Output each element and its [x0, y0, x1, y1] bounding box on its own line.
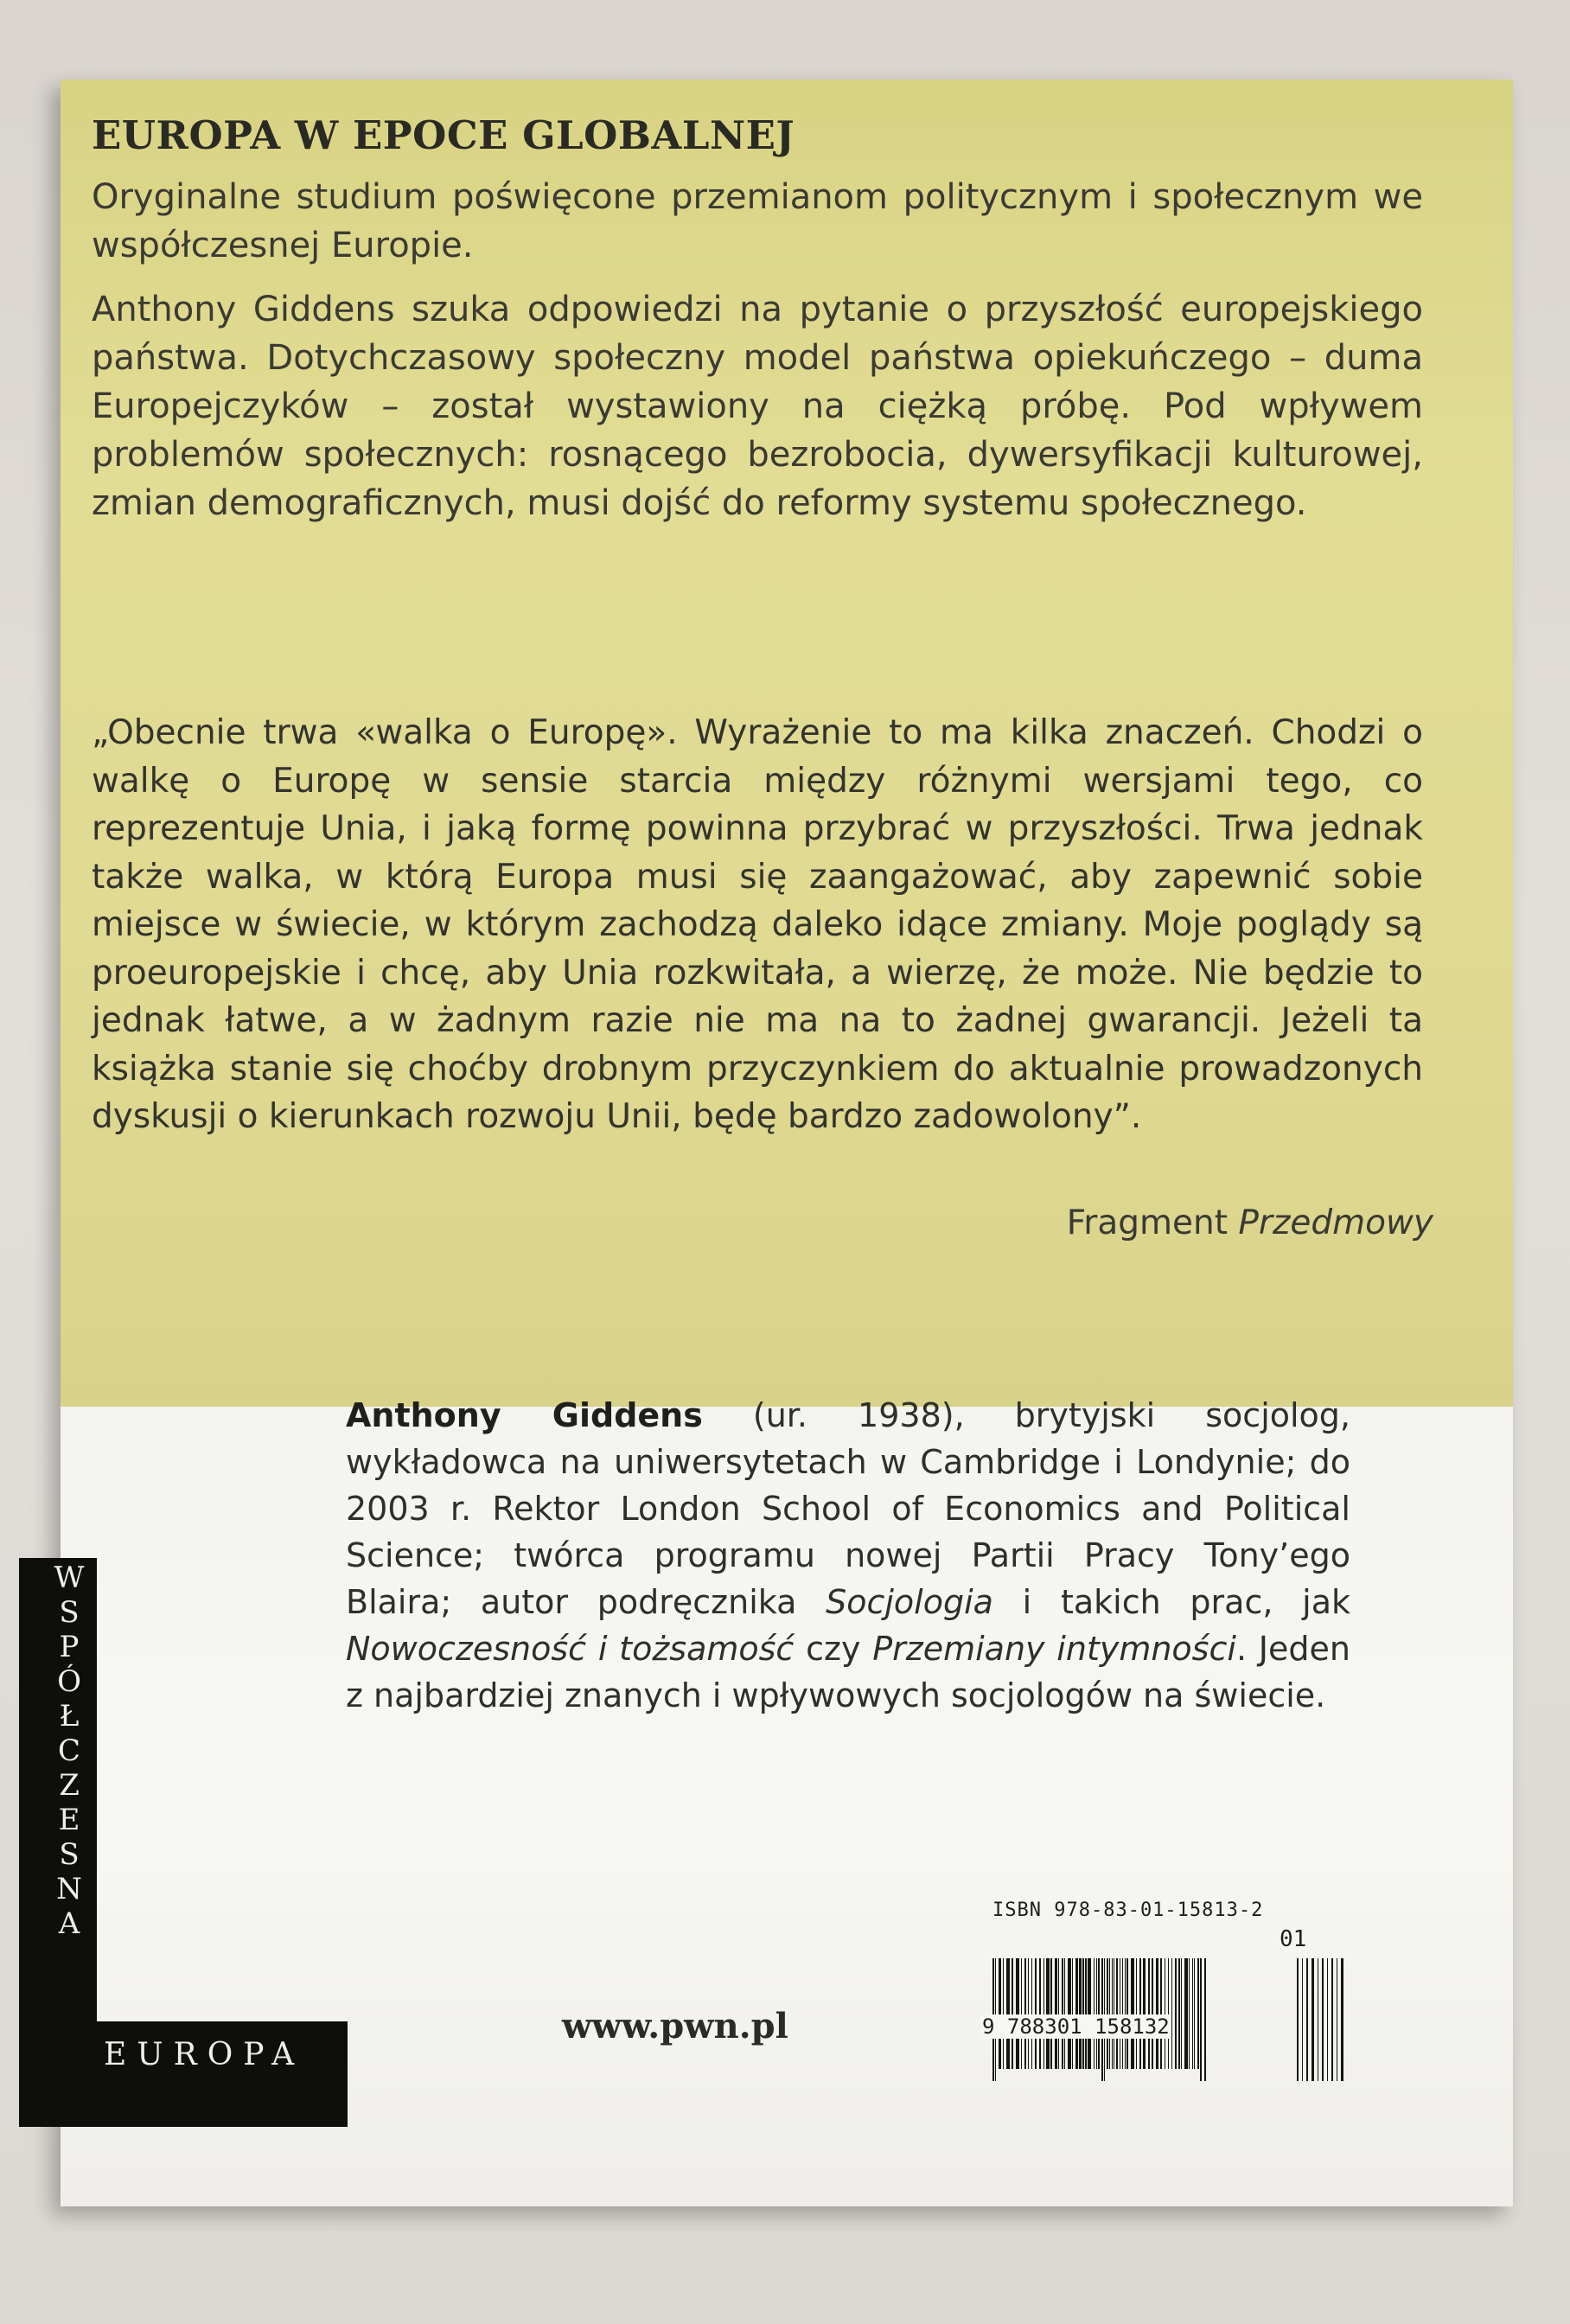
- bio-book-1: Socjologia: [826, 1583, 993, 1621]
- barcode-bar: [1112, 1958, 1113, 2069]
- barcode-bar: [1021, 1958, 1022, 2069]
- barcode-bar: [1098, 1958, 1100, 2069]
- barcode-bar: [1192, 1958, 1193, 2069]
- barcode-bar: [1197, 1958, 1199, 2069]
- barcode-bar: [1062, 1958, 1063, 2069]
- barcode-bar: [1039, 1958, 1041, 2069]
- series-logo-vertical: WSPÓŁCZESNA: [52, 1561, 86, 1941]
- author-bio: [346, 1392, 1350, 1719]
- barcode-bar: [1043, 1958, 1044, 2069]
- barcode-bar: [1072, 1958, 1073, 2069]
- barcode-bar: [1024, 1958, 1026, 2069]
- barcode-bar: [1003, 1958, 1004, 2069]
- barcode-bar: [1082, 1958, 1084, 2069]
- barcode-bar: [1046, 1958, 1050, 2069]
- quote-source-prefix: Fragment: [1066, 1204, 1239, 1242]
- barcode-bar: [1035, 1958, 1037, 2069]
- barcode-bar: [1131, 1958, 1134, 2069]
- barcode-bar: [1181, 1958, 1182, 2069]
- intro-text: Oryginalne studium poświęcone przemianom politycznym i społecznym we współczesnej Europie.: [92, 177, 1423, 265]
- barcode-bar: [1175, 1958, 1177, 2069]
- barcode-bar: [1171, 1958, 1172, 2069]
- barcode-bar: [1143, 1958, 1146, 2069]
- bio-book-3: Przemiany intymności: [872, 1630, 1236, 1668]
- barcode-bar: [1160, 1958, 1162, 2069]
- addon-bar: [1306, 1958, 1308, 2081]
- book-title: EUROPA W EPOCE GLOBALNEJ: [92, 112, 795, 158]
- addon-bar: [1322, 1958, 1324, 2081]
- bio-text-2: i takich prac, jak: [992, 1583, 1350, 1621]
- barcode-bar: [1194, 1958, 1195, 2069]
- bio-book-2: Nowoczesność i tożsamość: [346, 1630, 795, 1668]
- addon-bar: [1302, 1958, 1303, 2081]
- barcode-bar: [1050, 1958, 1052, 2069]
- isbn-text: ISBN 978-83-01-15813-2: [992, 1899, 1264, 1921]
- barcode-bar: [1204, 1958, 1206, 2081]
- publisher-url: www.pwn.pl: [562, 2006, 788, 2046]
- barcode-bar: [1189, 1958, 1190, 2069]
- barcode-bar: [1068, 1958, 1071, 2069]
- barcode-bar: [1055, 1958, 1057, 2069]
- barcode-bar: [1136, 1958, 1137, 2069]
- barcode-number: 9 788301 158132: [982, 2014, 1170, 2039]
- author-name: Anthony Giddens: [346, 1396, 703, 1434]
- barcode-bar: [1085, 1958, 1087, 2069]
- addon-bar: [1327, 1958, 1328, 2081]
- quote-source: [1067, 1204, 1433, 1242]
- quote-source-title: Przedmowy: [1238, 1204, 1433, 1242]
- barcode-bar: [1139, 1958, 1141, 2069]
- barcode-bar: [1012, 1958, 1013, 2069]
- addon-bar: [1341, 1958, 1343, 2081]
- barcode-bar: [1031, 1958, 1032, 2069]
- barcode: [986, 1898, 1383, 2105]
- addon-bar: [1331, 1958, 1333, 2081]
- bio-text-3: czy: [794, 1630, 873, 1668]
- barcode-bar: [1028, 1958, 1029, 2069]
- barcode-bar: [1058, 1958, 1059, 2069]
- barcode-bar: [1107, 1958, 1108, 2069]
- barcode-bar: [1125, 1958, 1126, 2069]
- bio-text-1: (ur. 1938), brytyjski socjolog, wykładowca na uniwersytetach w Cambridge i Londynie; do 2003 r. Rektor London School of Economics and Political Science; twórca programu nowej Partii Pracy Tony’ego Blaira; autor podręcznika: [346, 1396, 1351, 1621]
- barcode-bar: [1109, 1958, 1110, 2069]
- barcode-bar: [1064, 1958, 1065, 2069]
- description-text: Anthony Giddens szuka odpowiedzi na pytanie o przyszłość europejskiego państwa. Dotychczasowy społeczny model państwa opiekuńczego – duma Europejczyków – został wystawiony na ciężką próbę. Pod wpływem problemów społecznych: rosnącego bezrobocia, dywersyfikacji kulturowej, zmian demograficznych, musi dojść do reformy systemu społecznego.: [92, 290, 1423, 523]
- barcode-bar: [1016, 1958, 1019, 2069]
- addon-bar: [1297, 1958, 1299, 2081]
- barcode-addon-number: 01: [1280, 1926, 1307, 1952]
- addon-bars: [1297, 1958, 1343, 2081]
- addon-bar: [1312, 1958, 1314, 2081]
- barcode-bar: [1126, 1958, 1128, 2069]
- preface-quote: „Obecnie trwa «walka o Europę». Wyrażenie to ma kilka znaczeń. Chodzi o walkę o Europę w sensie starcia między różnymi wersjami tego, co reprezentuje Unia, i jaką formę powinna przybrać w przyszłości. Trwa jednak także walka, w którą Europa musi się zaangażować, aby zapewnić sobie miejsce w świecie, w którym zachodzą daleko idące zmiany. Moje poglądy są proeuropejskie i chcę, aby Unia rozkwitała, a wierzę, że może. Nie będzie to jednak łatwe, a w żadnym razie nie ma na to żadnej gwarancji. Jeżeli ta książka stanie się choćby drobnym przyczynkiem do aktualnie prowadzonych dyskusji o kierunkach rozwoju Unii, będę bardzo zadowolony”.: [92, 713, 1423, 1136]
- barcode-bar: [1094, 1958, 1095, 2069]
- barcode-bar: [1156, 1958, 1158, 2069]
- barcode-bar: [1122, 1958, 1123, 2069]
- barcode-bar: [1116, 1958, 1118, 2069]
- barcode-bar: [999, 1958, 1001, 2069]
- barcode-bar: [1075, 1958, 1078, 2069]
- barcode-bar: [1184, 1958, 1188, 2069]
- series-logo-horizontal: EUROPA: [104, 2037, 305, 2072]
- barcode-bar: [1168, 1958, 1169, 2069]
- barcode-bar: [1178, 1958, 1180, 2069]
- barcode-bar: [1088, 1958, 1091, 2069]
- barcode-bar: [1148, 1958, 1150, 2069]
- barcode-bar: [1006, 1958, 1010, 2069]
- bio-text-4: . Jeden z najbardziej znanych i wpływowych socjologów na świecie.: [346, 1630, 1350, 1714]
- barcode-bar: [1079, 1958, 1082, 2069]
- barcode-bar: [1200, 1958, 1202, 2081]
- barcode-icon: [986, 1898, 1383, 2105]
- barcode-bar: [1096, 1958, 1097, 2069]
- barcode-bar: [1152, 1958, 1153, 2069]
